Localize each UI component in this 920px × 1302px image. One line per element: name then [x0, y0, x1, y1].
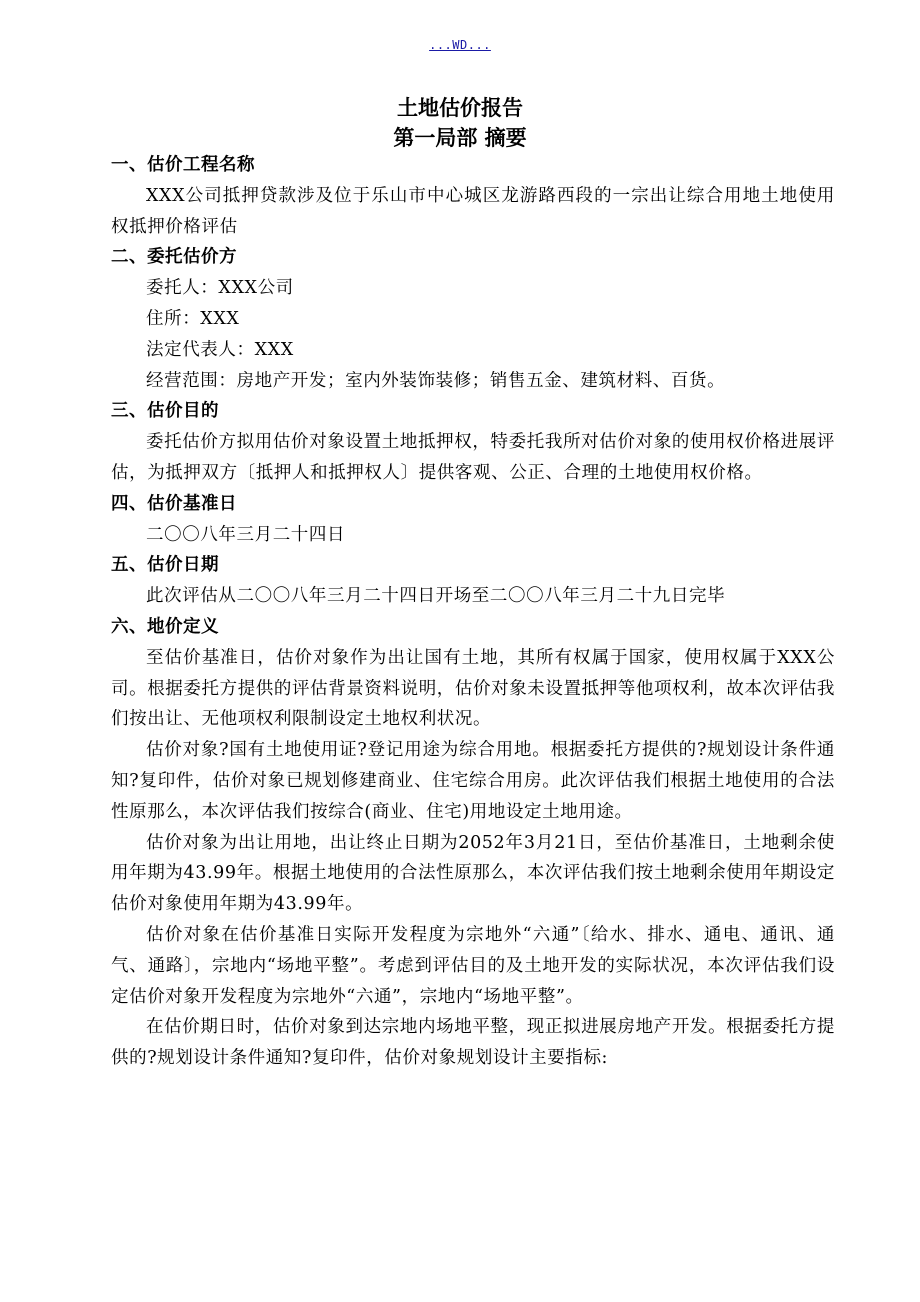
paragraph: 委托人：XXX公司: [146, 278, 294, 299]
paragraph: 在估价期日时，估价对象到达宗地内场地平整，现正拟进展房地产开发。根据委托方提供的?规划设计条件通知?复印件，估价对象规划设计主要指标:: [111, 1017, 835, 1069]
paragraph: 法定代表人：XXX: [146, 339, 294, 360]
document-title: 土地估价报告: [397, 96, 523, 120]
paragraph: 经营范围：房地产开发；室内外装饰装修；销售五金、建筑材料、百货。: [146, 370, 726, 391]
paragraph: 估价对象为出让用地，出让终止日期为2052年3月21日，至估价基准日，土地剩余使用年期为43.99年。根据土地使用的合法性原那么，本次评估我们按土地剩余使用年期设定估价对象使用年期为43.99年。: [111, 832, 835, 915]
section-heading-purpose: 三、估价目的: [111, 401, 219, 422]
document-body: [111, 150, 835, 1074]
section-heading-base-date: 四、估价基准日: [111, 493, 237, 514]
paragraph: 估价对象在估价基准日实际开发程度为宗地外“六通”〔给水、排水、通电、通讯、通气、通路〕，宗地内“场地平整”。考虑到评估目的及土地开发的实际状况，本次评估我们设定估价对象开发程度为宗地外“六通”，宗地内“场地平整”。: [111, 924, 835, 1007]
paragraph: 此次评估从二〇〇八年三月二十四日开场至二〇〇八年三月二十九日完毕: [146, 586, 726, 607]
document-subtitle: 第一局部 摘要: [393, 126, 527, 150]
header-watermark: ...WD...: [429, 38, 491, 52]
section-heading-client: 二、委托估价方: [111, 247, 237, 268]
paragraph: 估价对象?国有土地使用证?登记用途为综合用地。根据委托方提供的?规划设计条件通知?复印件，估价对象已规划修建商业、住宅综合用房。此次评估我们根据土地使用的合法性原那么，本次评估我们按综合(商业、住宅)用地设定土地用途。: [111, 740, 835, 822]
section-heading-land-price-definition: 六、地价定义: [111, 616, 219, 637]
section-heading-valuation-date: 五、估价日期: [111, 555, 219, 576]
paragraph: 二〇〇八年三月二十四日: [146, 524, 346, 545]
paragraph: XXX公司抵押贷款涉及位于乐山市中心城区龙游路西段的一宗出让综合用地土地使用权抵押价格评估: [111, 185, 835, 237]
paragraph: 至估价基准日，估价对象作为出让国有土地，其所有权属于国家，使用权属于XXX公司。根据委托方提供的评估背景资料说明，估价对象未设置抵押等他项权利，故本次评估我们按出让、无他项权利限制设定土地权利状况。: [111, 647, 835, 730]
paragraph: 住所：XXX: [146, 308, 240, 329]
section-heading-project-name: 一、估价工程名称: [111, 155, 255, 175]
paragraph: 委托估价方拟用估价对象设置土地抵押权，特委托我所对估价对象的使用权价格进展评估，为抵押双方〔抵押人和抵押权人〕提供客观、公正、合理的土地使用权价格。: [111, 432, 835, 483]
